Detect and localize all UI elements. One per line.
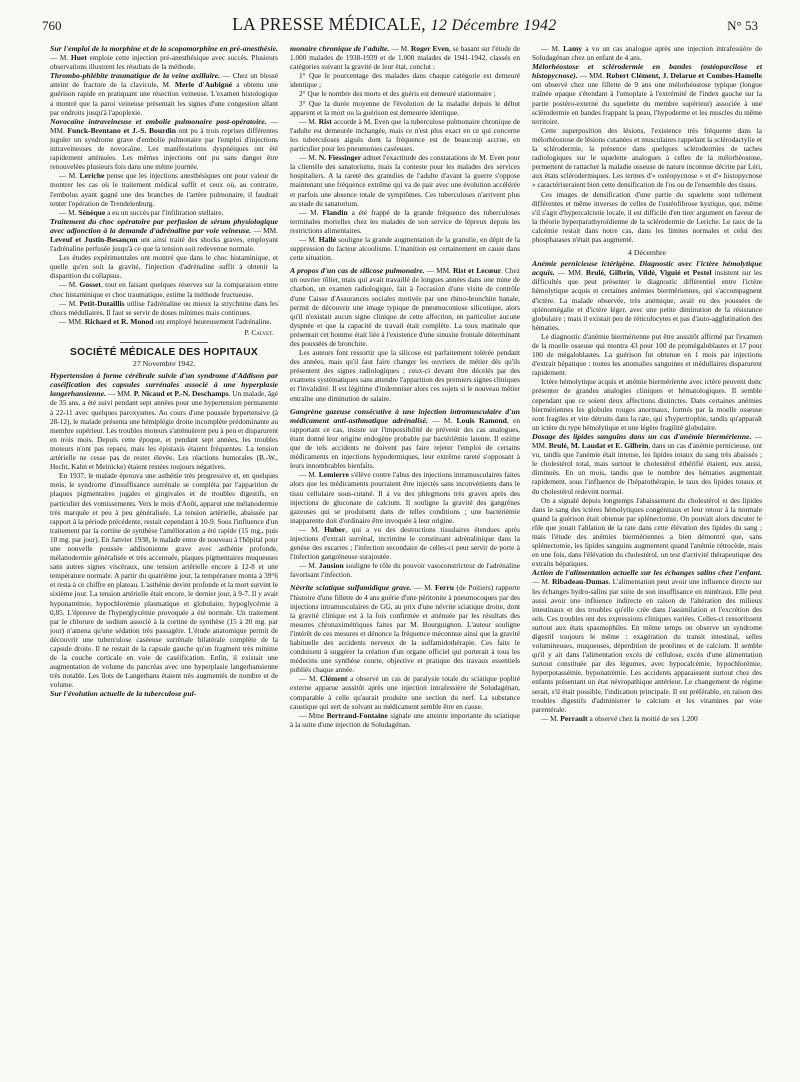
author: Bertrand-Fontaine: [326, 710, 388, 720]
paragraph: monaire chronique de l'adulte. — M. Roger Even, se basant sur l'étude de 1.000 malades de 1938-1939 et de 1.000 malades de 1941-1942, classés en catégories suivant la gravité de leur état, conclut :: [290, 44, 520, 72]
section-divider: [120, 342, 208, 343]
column-2: [290, 44, 520, 1074]
paragraph: Traitement du choc opératoire par perfusion de sérum physiologique avec adjonction à la demande d'adrénaline par voie veineuse. — MM. Leveuf et Justin-Besançon ont ainsi traité des shocks graves, employant l'adrénaline perfusée jusqu'à ce que la tension soit redevenue normale.: [50, 216, 278, 254]
issue-date: 12 Décembre 1942: [430, 17, 557, 34]
author: Robert Clément, J. Delarue et Combes-Hamelle: [606, 71, 762, 81]
article-title: Novocaïne intraveineuse et embolie pulmonaire post-opératoire.: [50, 116, 267, 126]
paragraph: 2° Que le nombre des morts et des guéris est demeuré stationnaire ;: [299, 89, 496, 99]
author: Brulé, M. Laudat et E. Gilbrin: [548, 441, 649, 451]
paragraph: Dosage des lipides sanguins dans un cas d'anémie biermérienne. — MM. Brulé, M. Laudat et E. Gilbrin, dans un cas d'anémie pernicieuse, ont vu, tandis que l'anémie était intense, les lipides totaux du sang très abaissés ; le cholestérol total, mais surtout le cholestérol éthérifié étaient, eux aussi, diminués. En un mois, tandis que le nombre des hématies augmentait rapidement, sous l'influence de l'hépatothérapie, le taux des lipides totaux et du cholestérol redevint normal.: [532, 431, 762, 496]
article-title: A propos d'un cas de silicose pulmonaire.: [290, 266, 425, 276]
article-title: Dosage des lipides sanguins dans un cas d'anémie biermérienne.: [532, 431, 752, 441]
page-number: 760: [42, 18, 62, 33]
article-title: Mélorhéostose et sclérodermie en bandes (ostéopœcilose et histopycnose).: [532, 62, 762, 81]
author: Leriche: [79, 171, 105, 181]
author: Rist et Lecœur: [452, 266, 502, 276]
paragraph: [50, 689, 278, 698]
article-title: Action de l'alimentation actuelle sur les échanges salins chez l'enfant.: [532, 568, 762, 578]
author: Funck-Brentano et J.-S. Bourdin: [67, 125, 176, 135]
author: Sénèque: [78, 207, 106, 217]
author: Clément: [320, 674, 348, 684]
author: Jausion: [318, 561, 344, 571]
author: Hallé: [318, 234, 337, 244]
signature: P. Calvet.: [244, 327, 274, 337]
article-title: Sur l'évolution actuelle de la tuberculose pul-: [50, 689, 197, 699]
article-title: Névrite sciatique sulfamidique grave.: [290, 583, 412, 593]
paragraph: Mélorhéostose et sclérodermie en bandes (ostéopœcilose et histopycnose). — MM. Robert Clément, J. Delarue et Combes-Hamelle ont observé chez une fillette de 9 ans une mélorhéostose typique (longue traînée opaque s'étendant à l'omoplate à l'extrémité de l'index gauche sur la partie postéro-externe du squelette du membre supérieur) associée à une sclérodermie en bandes frappant la peau, l'hypoderme et les muscles du même territoire.: [532, 62, 762, 126]
paragraph: En 1937, le malade éprouva une asthénie très progressive et, en quelques mois, le syndrome d'insuffisance surrénale se compléta par l'apparition de plaques pigmentaires jugales et gingivales et de troubles digestifs, en particulier des vomissements. Vers le mois d'Août, apparut une mélanodermie très marquée et peu à peu généralisée. La tension artérielle, abaissée par rapport à la période précédente, restait cependant à 10-9. Sous l'influence d'un traitement par la cortine de synthèse l'amélioration a été rapide (15 mg., puis 10 mg. par jour). En Janvier 1938, le malade entre de nouveau à l'hôpital pour une nouvelle poussée addisonienne grave avec asthénie profonde, mélanodermie généralisée et très accentuée, plaques pigmentaires muqueuses sans autres signes viscéraux, une tension artérielle encore à 12-8 et une température normale. A partir du quatrième jour, la température monta à 39°6 et resta à ce chiffre en plateau. L'asthénie devint profonde et la mort survint le sixième jour. La tension artérielle était encore, le dernier jour, à 9-7. Il y avait hyponatrémie, hypochlorémie plasmatique et globulaire, hypoglycémie à 0,85. L'épreuve de l'hyperglycémie provoquée a été normale. Un traitement par le chlorure de sodium associé à la cortine de synthèse (15 à 20 mg. par jour) n'amena qu'une sédation très passagère. L'étude anatomique permit de découvrir une tuberculose caséeuse surrénale bilatérale complète de la capsule droite. Il ne restait de la capsule gauche qu'un fragment très minime de la couche corticale en voie de caséification. Enfin, il existait une augmentation de volume du pancréas avec une hyperplasie langerhansienne très notable. Les îlots de Langerhans étaient très augmentés de nombre et de volume.: [50, 471, 278, 690]
paragraph: — Mme Bertrand-Fontaine signale une atteinte importante du sciatique à la suite d'une injection de Soludagénan.: [290, 710, 520, 729]
article-title: Hypertension à forme cérébrale suivie d'un syndrome d'Addison par caséification des capsules surrénales associé à une hyperplasie langerhansienne.: [50, 371, 278, 399]
page-header: [42, 14, 758, 36]
column-3: [532, 44, 762, 1074]
article-title: Thrombo-phlébite traumatique de la veine axillaire.: [50, 71, 221, 81]
paragraph: Novocaïne intraveineuse et embolie pulmonaire post-opératoire. — MM. Funck-Brentano et J.-S. Bourdin ont pu à trois reprises différentes juguler un syndrome grave d'embolie pulmonaire par l'emploi d'injections intraveineuses de novocaïne. Les manifestations dyspnéiques ont été rapidement atténuées. Les mêmes injections ont pu sans danger être renouvelées plusieurs fois dans une même journée.: [50, 116, 278, 172]
article-title: Sur l'emploi de la morphine et de la scopomorphine en pré-anesthésie.: [50, 44, 278, 53]
paragraph: — M. Rist accorde à M. Even que la tuberculose pulmonaire chronique de l'adulte est demeurée inchangée, mais ce n'est plus exact en ce qui concerne les tuberculoses aiguës dont la fréquence est de beaucoup accrue, en particulier pour les pneumonies caséeuses.: [290, 116, 520, 154]
article-columns: [50, 44, 762, 1074]
section-heading: SOCIÉTÉ MÉDICALE DES HOPITAUX: [70, 347, 258, 358]
author: Leveuf et Justin-Besançon: [50, 234, 138, 244]
issue-number: N° 53: [727, 18, 758, 33]
author: Richard et R. Monod: [84, 316, 154, 326]
author: Perrault: [560, 713, 588, 723]
column-1: [50, 44, 278, 1074]
journal-masthead: [232, 14, 556, 35]
author: Lemierre: [318, 470, 349, 480]
author: Ribadeau-Dumas: [552, 577, 609, 587]
paragraph: — M. Jausion souligne le rôle du pouvoir vasoconstricteur de l'adrénaline favorisant l'infection.: [290, 561, 520, 580]
author: Louis Ramond: [456, 415, 507, 425]
paragraph: Gangrène gazeuse consécutive à une injection intramusculaire d'un médicament anti-asthmatique adrénalisé. — M. Louis Ramond, en rapportant ce cas, insiste sur l'impossibilité de prévenir des cas analogues, étant donné leur origine endogène probable par bactériémie latente. Il estime que de tels accidents ne doivent pas faire rejeter l'emploi de certains médicaments en injections hypodermiques, leur extrême rareté s'opposant à leurs innombrables bienfaits.: [290, 406, 520, 471]
author: Merle d'Aubigné: [174, 80, 233, 90]
author: Huet: [70, 53, 87, 63]
author: Brulé, Gilbrin, Vildé, Viguié et Pestel: [585, 268, 712, 278]
paragraph: Les études expérimentales ont montré que dans le choc histaminique, et quelle qu'en soit la gravité, l'injection d'adrénaline suffit à obtenir la disparition du collapsus.: [50, 253, 278, 281]
paragraph: — M. Clément a observé un cas de paralysie totale du sciatique poplité externe apparue aussitôt après une injection intrafessière de Soludagénan, comparable à celle qu'aurait produite une section du nerf. La substance caustique qui sert de solvant au médicament semble être en cause.: [290, 674, 520, 711]
paragraph: — M. Perrault a observé chez la moitié de ses 1.200: [541, 713, 698, 723]
article-title: Gangrène gazeuse consécutive à une injection intramusculaire d'un médicament anti-asthmatique adrénalisé.: [290, 406, 520, 425]
author: Gosset: [79, 280, 101, 290]
paragraph: 3° Que la durée moyenne de l'évolution de la maladie depuis le début apparent et la mort ou la guérison est demeurée identique.: [290, 98, 520, 117]
paragraph: A propos d'un cas de silicose pulmonaire. — MM. Rist et Lecœur. Chez un ouvrier tôlier, mais qui avait travaillé de longues années dans une mine de charbon, un examen radiologique, fait à l'occasion d'une visite de contrôle d'une Caisse d'Assurances sociales motivée par une rhino-bronchite banale, permit de découvrir une image typique de pneumoconiose silicotique, alors qu'il n'existait aucun signe clinique de cette affection, en particulier aucune dyspnée et que la capacité de travail était complète. La toux matinale que présentait cet homme était liée à l'existence d'une sinusite frontale déterminant des poussées de bronchite.: [290, 266, 520, 348]
paragraph: Cette superposition des lésions, l'existence très fréquente dans la mélorhéostose de lésions cutanées et musculaires rappelant la sclérodactylie et la sclérodermie, la présence dans quelques sclérodermies de taches radiologiques sur le squelette analogues à celles de la mélorhéostose, permettent de rattacher la maladie osseuse de nature inconnue décrite par Léri, aux états sclérodermiques. Les termes d'« ostéopycnose » et d'« histopycnose » caractériseraient bien cette densification de l'os ou de l'ensemble des tissus.: [532, 125, 762, 190]
author: P. Nicaud et P.-N. Deschamps: [133, 389, 229, 399]
paragraph: Le diagnostic d'anémie biermérienne put être aussitôt affirmé par l'examen de la moelle osseuse qui montra 43 pour 100 de promégaloblastes et 17 pour 100 de mégaloblastes. La guérison fut obtenue en 1 mois par injections d'extrait hépatique : toutes les anomalies sanguines et médullaires disparurent rapidement.: [532, 331, 762, 378]
paragraph: Ces images de densification d'une partie du squelette sont tellement différentes et même inverses de celles de l'ostéofibrose kystique, que, même s'il s'agit d'hypercalcistie locale, il est difficile d'en tirer argument en faveur de la théorie hyperparathyroïdienne de la sclérodermie de Leriche. Le taux de la calcémie restait dans notre cas, dans les limites normales et celui des phosphatases n'était pas augmenté.: [532, 189, 762, 244]
article-title: Anémie pernicieuse ictérigène. Diagnostic avec l'ictère hémolytique acquis.: [532, 259, 762, 278]
author: N. Fiessinger: [318, 153, 362, 163]
paragraph: — M. Leriche pense que les injections anesthésiques ont pour valeur de montrer les cas où le traitement médical suffit et ceux où, au contraire, l'embolus ayant gagné une des branches de l'artère pulmonaire, il faudrait tenter l'opération de Trendelenburg.: [50, 171, 278, 208]
paragraph: Les auteurs font ressortir que la silicose est parfaitement tolérée pendant des années, mais qu'il faut faire changer les ouvriers de métier dès qu'ils présentent des signes radiologiques ; ceux-ci devant être décelés par des examens systématiques sans attendre l'apparition des premiers signes cliniques et l'invalidité. Il est légitime d'indemniser alors ces sujets si le nouveau métier entraîne une diminution de salaire.: [290, 348, 520, 403]
author: Ferru: [435, 583, 454, 593]
paragraph: — M. Lemierre s'élève contre l'abus des injections intramusculaires faites alors que les médicaments pourraient être injectés sans inconvénients dans le tissu cellulaire sous-cutané. Il a vu des phlegmons très graves après des injections de gluconate de calcium. Il souligne la gravité des gangrènes gazeuses qui se produisent dans de telles conditions ; une bactériémie inapparente doit d'ordinaire être invoquée à leur origine.: [290, 470, 520, 525]
author: Petit-Dutaillis: [79, 298, 125, 308]
paragraph: Sur l'emploi de la morphine et de la scopomorphine en pré-anesthésie. — M. Huet emploie cette injection pré-anesthésique avec succès. Plusieurs observations illustrent les résultats de la méthode.: [50, 44, 278, 72]
article-title: Traitement du choc opératoire par perfusion de sérum physiologique avec adjonction à la demande d'adrénaline par voie veineuse.: [50, 216, 278, 235]
article-title: monaire chronique de l'adulte.: [290, 44, 390, 53]
journal-title: LA PRESSE MÉDICALE,: [232, 14, 426, 34]
author: Roger Even: [410, 44, 449, 53]
paragraph: — M. Sénèque a eu un succès par l'infiltration stellaire.: [59, 207, 224, 217]
paragraph: — M. Lamy a vu un cas analogue après une injection intrafessière de Soludagénan chez un enfant de 4 ans.: [532, 44, 762, 63]
author: Huber: [324, 524, 346, 534]
paragraph: — M. Gosset, tout en faisant quelques réserves sur la comparaison entre choc histaminique et choc traumatique, estime la méthode fructueuse.: [50, 280, 278, 299]
author: Lamy: [563, 44, 583, 53]
author: Flandin: [322, 207, 348, 217]
paragraph: — M. N. Fiessinger admet l'exactitude des constatations de M. Even pour la clientèle des sanatoriums, mais la conteste pour les malades des services hospitaliers. A la rareté des granulies de l'adulte d'avant la guerre s'oppose maintenant une fréquence extrême qui va de pair avec une évolution accélérée et parfois une absence totale de symptômes. Ces tuberculoses n'arrivent plus au stade du sanatorium.: [290, 153, 520, 208]
paragraph: Action de l'alimentation actuelle sur les échanges salins chez l'enfant. — M. Ribadeau-Dumas. L'alimentation peut avoir une influence directe sur les échanges hydro-salins par suite de son insuffisance en minéraux. Elle peut aussi avoir une influence indirecte en raison de l'altération des milieux intestinaux et des troubles qu'elle crée dans l'assimilation et l'excrétion des sels. Ces troubles ont des expressions cliniques variées. Celles-ci ressortissent surtout aux états spasmophiles. En même temps on observe un syndrome digestif toujours le même : exagération du transit intestinal, selles volumineuses, muqueuses, déperdition de protéines et de calcium. Il semble qu'il y ait dans l'alimentation excès de cellulose, excès d'une alimentation surtout constituée par des légumes, avec hypocalcémie, hypochlorémie, hyperpotassémie, hyponatrémie. Les accidents apparaissent surtout chez des enfants présentant un état névropathique antérieur. Le changement de régime serait, s'il était possible, l'indication principale. Il est préférable, en raison des troubles digestifs d'administrer le calcium et les vitamines par voie parentérale.: [532, 568, 762, 714]
session-date: 4 Décembre: [628, 248, 666, 258]
paragraph: — M. Huber, qui a vu des destructions tissulaires étendues après injections d'extrait surrénal, incrimine le constituant adrénalinique dans la genèse des escarres ; l'infection secondaire de celles-ci peut servir de porte à l'infection gangréneuse surajoutée.: [290, 524, 520, 562]
author: Rist: [318, 116, 332, 126]
paragraph: 1° Que le pourcentage des malades dans chaque catégorie est demeuré identique ;: [290, 71, 520, 90]
paragraph: Ictère hémolytique acquis et anémie biermérienne avec ictère peuvent donc présenter de grandes analogies cliniques et hématologiques. Il semble cependant que ce soient deux affections distinctes. Dans certaines anémies biermériennes les globules rouges anormaux, formés par la moelle osseuse sont fragiles et vite détruits dans la rate, qui s'hypertrophie, tandis qu'apparaît un ictère du type hémolytique et une légère fragilité globulaire.: [532, 377, 762, 432]
session-date: 27 Novembre 1942.: [132, 359, 196, 369]
paragraph: — M. Petit-Dutaillis utilise l'adrénaline ou mieux la strychnine dans les chocs médullaires. Il faut se servir de doses minimes mais continues.: [50, 298, 278, 317]
paragraph: — MM. Richard et R. Monod ont employé heureusement l'adrénaline.: [59, 316, 272, 326]
paragraph: On a signalé depuis longtemps l'abaissement du cholestérol et des lipides dans le sang des ictères hémolytiques congénitaux et leur retour à la normale quand la guérison était obtenue par splénectomie. On pouvait alors discuter le rôle que jouait l'ablation de la rate dans cette élévation des lipides du sang ; mais l'étude des anémies biermériennes a bien démontré que, sans splénectomie, les lipides sanguins augmentent quand l'anémie rétrocède, mais en une fois, dans l'élévation du cholestérol, un test d'activité thérapeutique des extraits hépatiques.: [532, 495, 762, 569]
paragraph: — M. Hallé souligne la grande augmentation de la granulie, en dépit de la suppression du facteur alcoolisme. L'inanition est certainement en cause dans cette situation.: [290, 234, 520, 263]
paragraph: Névrite sciatique sulfamidique grave. — M. Ferru (de Poitiers) rapporte l'histoire d'une fillette de 4 ans guérie d'une péritonite à pneumocoques par des injections intramusculaires de GG, au prix d'une névrite sciatique droite, dont la gravité clinique est à la fois confirmée et atténuée par les résultats des mesures chronaximétriques faites par M. Bourguignon. L'auteur souligne l'intérêt de ces mesures et dénonce la fréquence méconnue ainsi que la gravité habituelle des accidents nerveux de la sulfamidothérapie. Ces faits le conduisent à suggérer la création d'un organe officiel qui porterait à tous les médecins une synthèse courte, objective et pratique des travaux essentiels publiés chaque année.: [290, 583, 520, 675]
paragraph: — M. Flandin a été frappé de la grande fréquence des tuberculoses terminales mortelles chez les malades de son service de lépreux depuis les restrictions alimentaires.: [290, 207, 520, 235]
paragraph: Anémie pernicieuse ictérigène. Diagnostic avec l'ictère hémolytique acquis. — MM. Brulé, Gilbrin, Vildé, Viguié et Pestel insistent sur les difficultés que peut présenter le diagnostic différentiel entre l'ictère hémolytique acquis et certaines anémies biermériennes, qui s'accompagnent d'ictère. La malade observée, très anémique, avait eu des poussées de splénomégalie et d'ictère léger, avec une petite diminution de la résistance globulaire ; mais il existait peu de réticulocytes et pas d'auto-agglutination des hématies.: [532, 259, 762, 332]
paragraph: Hypertension à forme cérébrale suivie d'un syndrome d'Addison par caséification des capsules surrénales associé à une hyperplasie langerhansienne. — MM. P. Nicaud et P.-N. Deschamps. Un malade, âgé de 35 ans, a été suivi pendant sept années pour une hypertension permanente à 22-11 avec quelques paroxysmes. Au cours d'une poussée hypertensive (à 28-12), le malade présenta une hémiplégie droite incomplète prédominante au membre supérieur. Les troubles moteurs s'atténuèrent peu à peu et disparurent en trois mois. Depuis cette époque, et pendant sept années, les troubles moteurs n'ont pas reparu, mais les épistaxis étaient fréquentes. La tension artérielle ne cesse pas de rester élevée. Les réactions humorales (B.-W., Hecht, Kahn et Meinicke) étaient restées toujours négatives.: [50, 371, 278, 472]
paragraph: Thrombo-phlébite traumatique de la veine axillaire. — Chez un blessé atteint de fracture de la clavicule, M. Merle d'Aubigné a obtenu une guérison rapide en pratiquant une résection veineuse. L'examen histologique a montré que la paroi veineuse présentait les signes d'une congestion allant par endroits jusqu'à l'apoplexie.: [50, 71, 278, 117]
